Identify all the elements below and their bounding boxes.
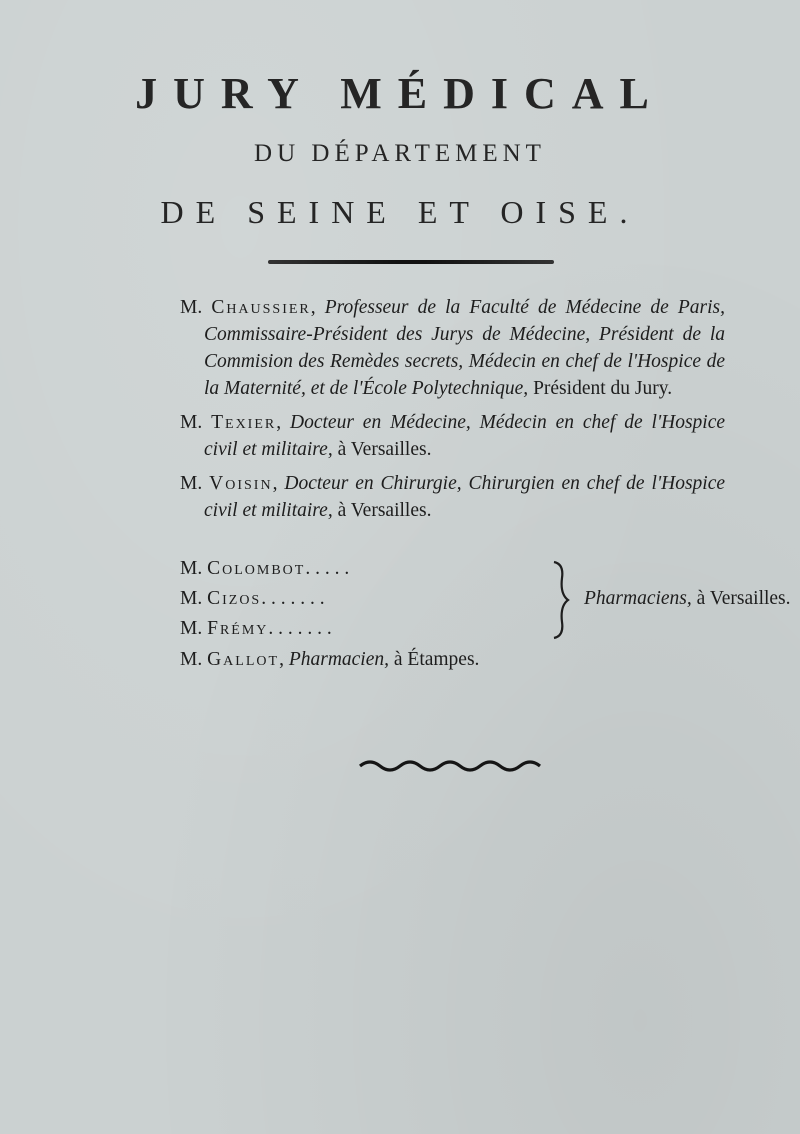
member-separator: , — [272, 473, 278, 494]
member-prefix: M. — [180, 558, 203, 579]
member-suffix: à Versailles. — [337, 439, 432, 460]
member-name: Frémy — [207, 618, 269, 639]
heading-departement: DU DÉPARTEMENT — [254, 140, 546, 167]
member-prefix: M. — [180, 297, 203, 318]
leader-dots: . . . . . . . — [261, 588, 325, 609]
pharmacist-line — [180, 556, 349, 582]
member-suffix: à Versailles. — [337, 500, 432, 521]
member-entry-gallot — [180, 646, 740, 673]
member-prefix: M. — [180, 618, 203, 639]
member-title: Professeur de la Faculté de Médecine de Paris, Commissaire-Président des Jurys de Médecine, Président de la Commision des Remèdes secrets, Médecin en chef de l'Hospice de la Maternité, et de l'École Polytechnique, — [204, 297, 726, 399]
member-separator: , — [279, 649, 284, 670]
pharmacist-place: à Versailles. — [696, 588, 791, 609]
pharmacist-role-title: Pharmaciens, — [584, 588, 692, 609]
pharmacist-group — [180, 556, 791, 648]
member-suffix: à Étampes. — [393, 649, 480, 670]
member-name: Gallot — [207, 649, 280, 670]
leader-dots: . . . . . . . — [268, 618, 332, 639]
curly-brace-icon — [548, 560, 578, 640]
pharmacist-line — [180, 616, 332, 642]
member-prefix: M. — [180, 412, 203, 433]
member-title: Docteur en Médecine, Médecin en chef de l'Hospice civil et militaire, — [204, 412, 726, 460]
member-name: Voisin — [209, 473, 273, 494]
member-title: Docteur en Chirurgie, Chirurgien en chef de l'Hospice civil et militaire, — [204, 473, 726, 521]
leader-dots: . . . . . — [305, 558, 350, 579]
member-name: Chaussier — [211, 297, 311, 318]
member-name: Cizos — [207, 588, 262, 609]
member-separator: , — [310, 297, 316, 318]
wave-ornament-icon — [358, 756, 542, 776]
member-title: Pharmacien, — [288, 649, 389, 670]
heading-seine-et-oise: DE SEINE ET OISE. — [160, 194, 640, 230]
member-entry — [180, 470, 725, 524]
member-entry — [180, 294, 725, 402]
member-list — [180, 294, 725, 531]
pharmacist-line — [180, 586, 325, 612]
member-prefix: M. — [180, 649, 203, 670]
pharmacist-role — [584, 586, 791, 612]
member-prefix: M. — [180, 588, 203, 609]
member-entry — [180, 409, 725, 463]
member-separator: , — [276, 412, 282, 433]
member-name: Colombot — [207, 558, 306, 579]
decorative-rule — [268, 260, 554, 264]
member-name: Texier — [211, 412, 277, 433]
heading-jury-medical: JURY MÉDICAL — [135, 69, 665, 118]
member-prefix: M. — [180, 473, 203, 494]
member-suffix: Président du Jury. — [533, 378, 673, 399]
